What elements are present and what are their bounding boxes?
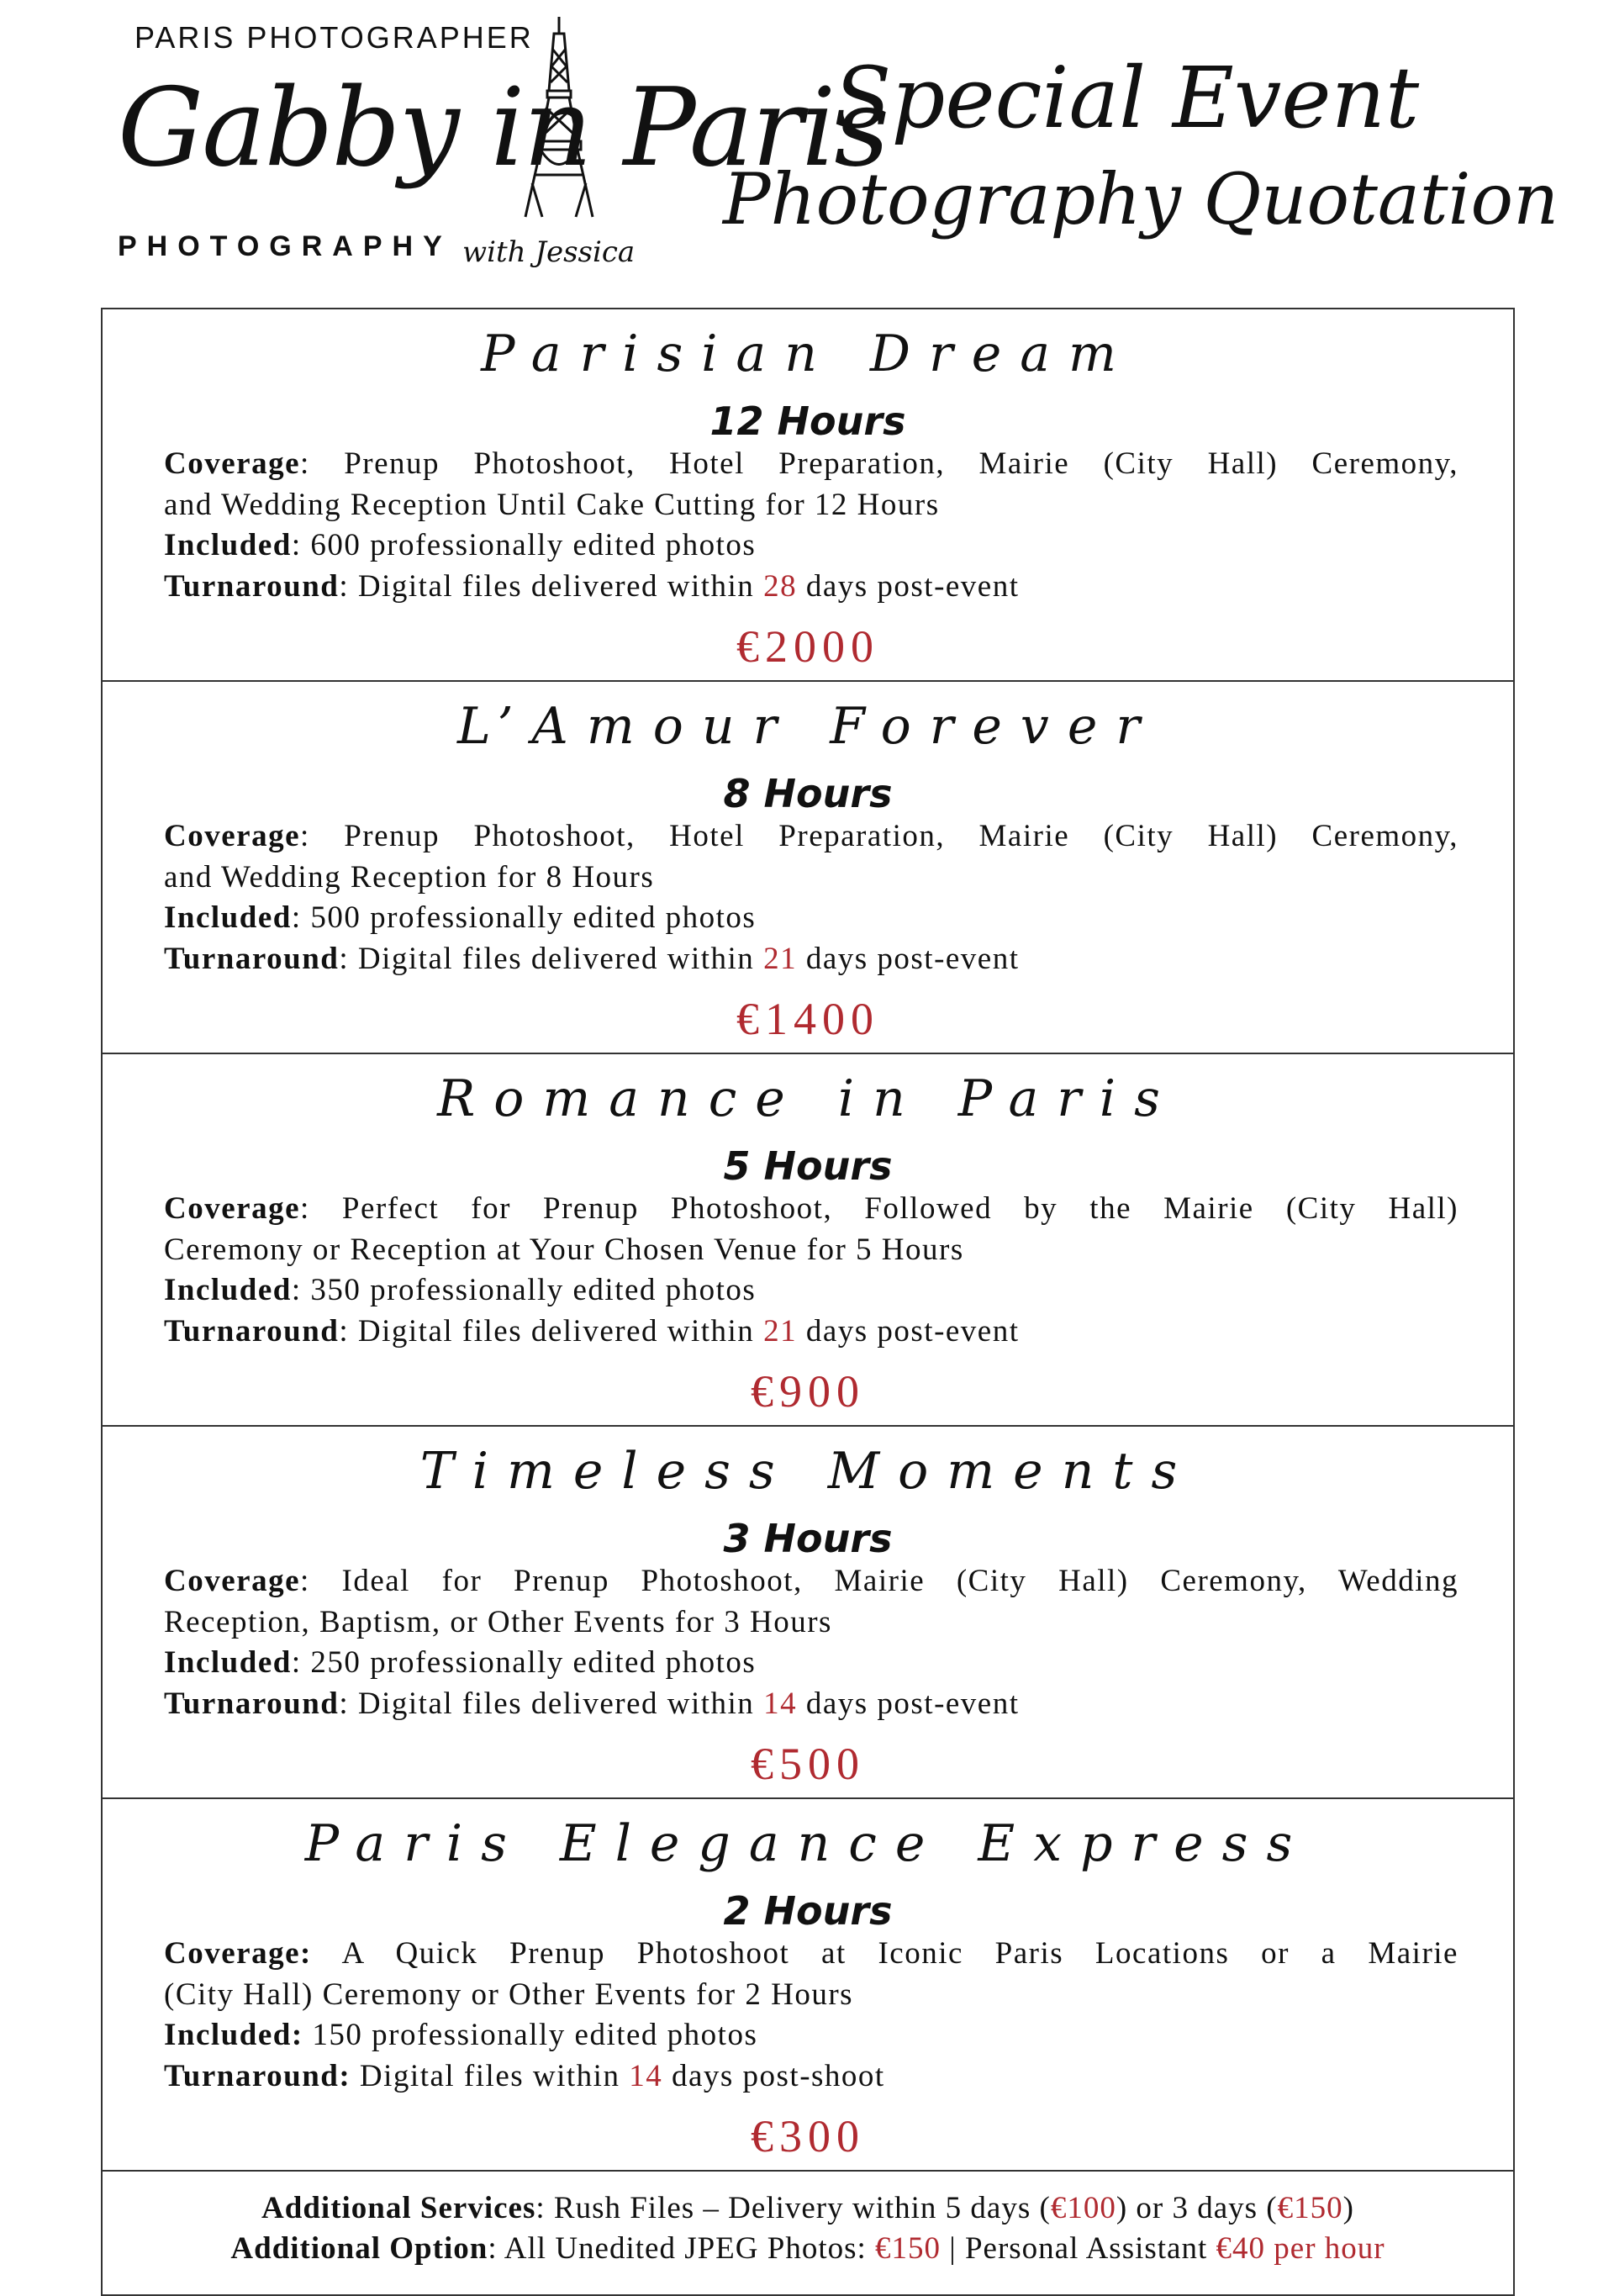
brand-logo <box>109 15 888 284</box>
included-line: Included: 500 professionally edited photos <box>164 900 757 935</box>
header <box>0 0 1614 303</box>
turnaround-line: Turnaround: Digital files delivered within 14 days post-event <box>164 1686 1020 1721</box>
package-price: €2000 <box>736 621 879 672</box>
option-text: : All Unedited JPEG Photos: <box>488 2231 876 2266</box>
turnaround-line <box>164 2056 1458 2098</box>
package-details <box>164 1561 1458 1724</box>
coverage-line <box>164 1934 1458 1975</box>
turnaround-line: Turnaround: Digital files delivered within 28 days post-event <box>164 568 1020 604</box>
rush-5-day-price: €100 <box>1050 2191 1116 2225</box>
brand-with-line: with Jessica <box>462 235 636 269</box>
additional-services-line <box>103 2190 1513 2226</box>
page-title-line2: Photography Quotation <box>723 158 1559 240</box>
coverage-text: Perfect for Prenup Photoshoot, Followed by the Mairie (City Hall) <box>341 1191 1458 1226</box>
coverage-label: Coverage <box>164 446 300 481</box>
package-hours: 5 Hours <box>723 1143 893 1189</box>
coverage-line: Coverage: Perfect for Prenup Photoshoot, Followed by the Mairie (City Hall) <box>164 1191 1458 1226</box>
included-label: Included <box>164 1645 292 1680</box>
package-hours: 3 Hours <box>723 1516 893 1561</box>
turnaround-days: 14 <box>763 1686 798 1721</box>
turnaround-text: Digital files delivered within <box>357 1686 755 1721</box>
turnaround-label: Turnaround <box>164 568 340 604</box>
package-name: Romance in Paris <box>437 1069 1179 1128</box>
coverage-text: Prenup Photoshoot, Hotel Preparation, Mairie (City Hall) Ceremony, <box>344 819 1458 853</box>
turnaround-suffix: days post-event <box>805 1686 1020 1721</box>
turnaround-text: Digital files delivered within <box>357 1313 755 1349</box>
package-price: €900 <box>751 1366 865 1417</box>
turnaround-suffix: days post-shoot <box>671 2058 885 2093</box>
turnaround-suffix: days post-event <box>805 568 1020 604</box>
included-label: Included <box>164 1273 292 1307</box>
services-mid: ) or 3 days ( <box>1116 2191 1278 2225</box>
eiffel-tower-icon <box>492 15 626 225</box>
coverage-text: Ideal for Prenup Photoshoot, Mairie (City Hall) Ceremony, Wedding <box>341 1564 1459 1598</box>
turnaround-days: 21 <box>763 941 798 976</box>
coverage-label: Coverage <box>164 1564 300 1598</box>
package-details <box>164 1189 1458 1352</box>
package-details <box>164 1934 1458 2097</box>
included-label: Included: <box>164 2018 303 2052</box>
included-text: 600 professionally edited photos <box>310 528 757 562</box>
turnaround-text: Digital files delivered within <box>357 568 755 604</box>
included-line: Included: 600 professionally edited photos <box>164 528 757 562</box>
included-text: 250 professionally edited photos <box>310 1645 757 1680</box>
package-row <box>103 1427 1513 1799</box>
coverage-line-2: Reception, Baptism, or Other Events for 3 Hours <box>164 1604 832 1639</box>
package-row <box>103 1799 1513 2172</box>
coverage-line: Coverage: Prenup Photoshoot, Hotel Preparation, Mairie (City Hall) Ceremony, <box>164 446 1458 481</box>
assistant-price: €40 per hour <box>1216 2231 1385 2266</box>
turnaround-days: 14 <box>629 2058 663 2093</box>
included-line: Included: 350 professionally edited photos <box>164 1273 757 1307</box>
package-row <box>103 1054 1513 1427</box>
package-price: €300 <box>751 2111 865 2161</box>
page-title-line1: Special Event <box>833 49 1420 147</box>
turnaround-text: Digital files within <box>359 2058 620 2093</box>
turnaround-text: Digital files delivered within <box>357 941 755 976</box>
package-name: Timeless Moments <box>419 1442 1196 1501</box>
brand-script-name: Gabby in Paris <box>118 66 888 191</box>
unedited-photos-price: €150 <box>875 2231 942 2266</box>
pricing-table <box>101 308 1515 2296</box>
turnaround-line: Turnaround: Digital files delivered within 21 days post-event <box>164 1313 1020 1349</box>
additional-services-label: Additional Services <box>261 2191 536 2225</box>
turnaround-label: Turnaround <box>164 1313 340 1349</box>
package-row <box>103 682 1513 1054</box>
included-text: 500 professionally edited photos <box>310 900 757 935</box>
coverage-label: Coverage <box>164 1191 300 1226</box>
turnaround-label: Turnaround <box>164 1686 340 1721</box>
coverage-line-2: (City Hall) Ceremony or Other Events for 2 Hours <box>164 1977 854 2012</box>
coverage-line-2: and Wedding Reception Until Cake Cutting for 12 Hours <box>164 487 940 522</box>
package-details <box>164 444 1458 607</box>
turnaround-days: 28 <box>763 568 798 604</box>
rush-3-day-price: €150 <box>1277 2191 1343 2225</box>
turnaround-label: Turnaround <box>164 941 340 976</box>
turnaround-label: Turnaround: <box>164 2058 351 2093</box>
additional-option-label: Additional Option <box>230 2231 488 2266</box>
package-hours: 2 Hours <box>723 1888 893 1934</box>
additional-option-line <box>103 2230 1513 2267</box>
included-line <box>164 2015 1458 2056</box>
package-name: L’Amour Forever <box>456 697 1159 756</box>
included-label: Included <box>164 900 292 935</box>
package-name: Parisian Dream <box>481 325 1135 383</box>
coverage-label: Coverage <box>164 819 300 853</box>
services-end: ) <box>1342 2191 1354 2225</box>
package-hours: 8 Hours <box>723 771 893 816</box>
coverage-text: A Quick Prenup Photoshoot at Iconic Paris Locations or a Mairie <box>341 1936 1458 1971</box>
turnaround-days: 21 <box>763 1313 798 1349</box>
package-row <box>103 309 1513 682</box>
included-label: Included <box>164 528 292 562</box>
coverage-line-2: Ceremony or Reception at Your Chosen Venue for 5 Hours <box>164 1232 964 1267</box>
option-mid: | Personal Assistant <box>941 2231 1216 2266</box>
package-details <box>164 816 1458 979</box>
included-text: 150 professionally edited photos <box>312 2018 758 2052</box>
brand-top-line: PARIS PHOTOGRAPHER <box>134 20 534 55</box>
turnaround-suffix: days post-event <box>805 941 1020 976</box>
package-hours: 12 Hours <box>709 399 906 444</box>
included-line: Included: 250 professionally edited photos <box>164 1645 757 1680</box>
turnaround-suffix: days post-event <box>805 1313 1020 1349</box>
coverage-line: Coverage: Prenup Photoshoot, Hotel Preparation, Mairie (City Hall) Ceremony, <box>164 819 1458 853</box>
coverage-line: Coverage: Ideal for Prenup Photoshoot, Mairie (City Hall) Ceremony, Wedding <box>164 1564 1459 1598</box>
services-text: : Rush Files – Delivery within 5 days ( <box>535 2191 1051 2225</box>
included-text: 350 professionally edited photos <box>310 1273 757 1307</box>
coverage-label: Coverage: <box>164 1936 312 1971</box>
coverage-line-2: and Wedding Reception for 8 Hours <box>164 859 655 895</box>
package-price: €500 <box>751 1739 865 1789</box>
coverage-text: Prenup Photoshoot, Hotel Preparation, Mairie (City Hall) Ceremony, <box>344 446 1458 481</box>
package-price: €1400 <box>736 994 879 1044</box>
additional-options <box>103 2172 1513 2294</box>
turnaround-line: Turnaround: Digital files delivered within 21 days post-event <box>164 941 1020 976</box>
brand-bottom-line: PHOTOGRAPHY <box>118 230 452 262</box>
package-name: Paris Elegance Express <box>304 1814 1311 1873</box>
